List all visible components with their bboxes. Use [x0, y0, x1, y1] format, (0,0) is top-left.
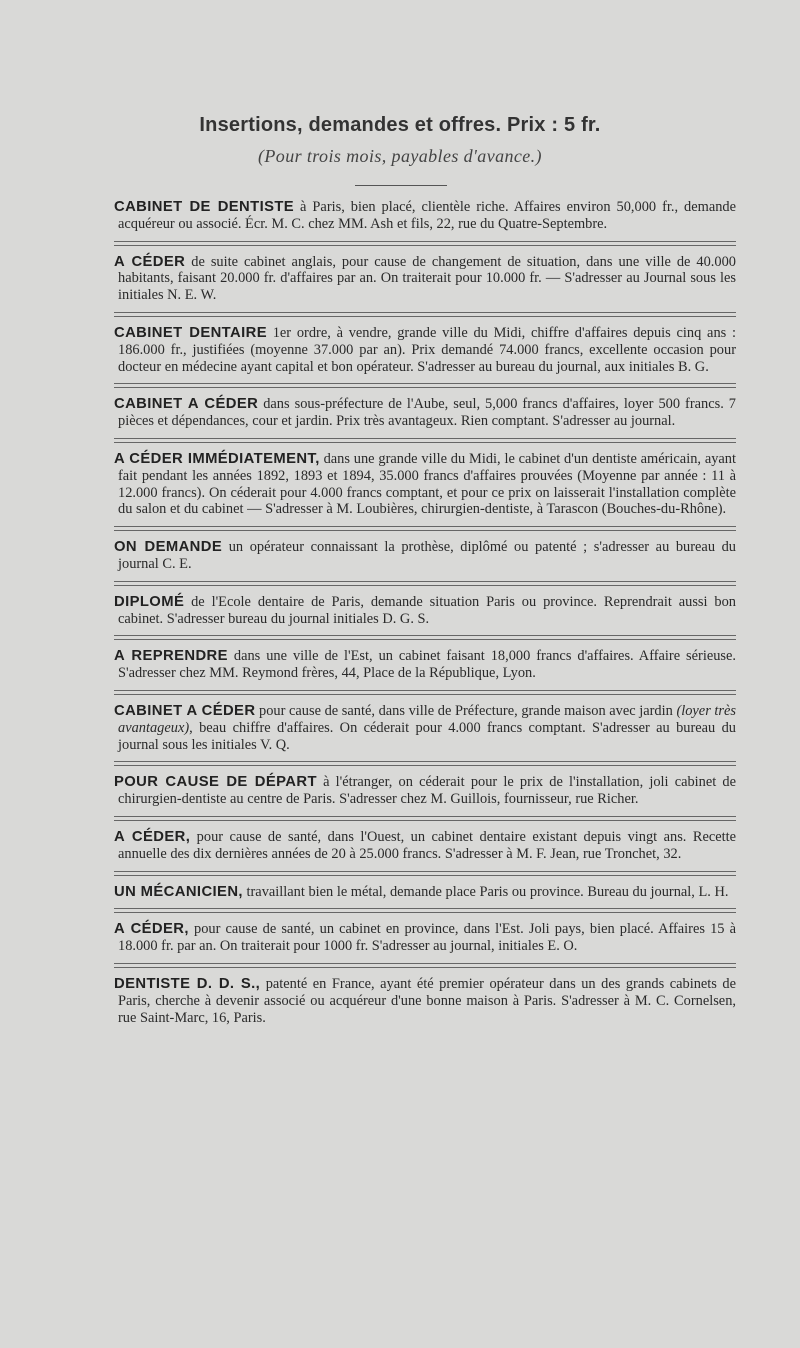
ad-body: pour cause de santé, dans ville de Préfecture, grande maison avec jardin [255, 702, 677, 719]
ad-body: dans sous-préfecture de l'Aube, seul, 5,000 francs d'affaires, loyer 500 francs. 7 pièces et dépendances, cour et jardin. Prix très avantageux. Rien comptant. S'adresser au journal. [118, 396, 736, 430]
ad-heading: A REPRENDRE [114, 648, 228, 665]
ad-heading: DENTISTE D. D. S., [114, 975, 261, 992]
ad-heading: A CÉDER [114, 253, 186, 270]
ad-item [114, 774, 736, 808]
page-subtitle: (Pour trois mois, payables d'avance.) [258, 146, 542, 166]
ad-divider [114, 690, 736, 695]
ad-body: un opérateur connaissant la prothèse, diplômé ou patenté ; s'adresser au bureau du journal C. E. [118, 539, 736, 572]
ad-heading: ON DEMANDE [114, 539, 223, 556]
ad-heading: A CÉDER, [114, 828, 191, 845]
ad-heading: DIPLOMÉ [114, 593, 185, 610]
ad-body: de l'Ecole dentaire de Paris, demande situation Paris ou province. Reprendrait aussi bon cabinet. S'adresser bureau du journal initiales D. G. S. [118, 593, 736, 627]
ad-body: patenté en France, ayant été premier opérateur dans un des grands cabinets de Paris, cherche à devenir associé ou acquéreur d'une bonne maison à Paris. S'adresser à M. C. Cornelsen, rue Saint-Marc, 16, Paris. [118, 975, 736, 1026]
ad-body: pour cause de santé, un cabinet en province, dans l'Est. Joli pays, bien placé. Affaires 15 à 18.000 fr. par an. On traiterait pour 1000 fr. S'adresser au journal, initiales E. O. [118, 921, 736, 955]
ad-item [114, 648, 736, 682]
ad-item [114, 539, 736, 573]
ad-body: de suite cabinet anglais, pour cause de changement de situation, dans une ville de 40.000 habitants, faisant 20.000 fr. d'affaires par an. On traiterait pour 10.000 fr. — S'adresser au Journal sous les initiales N. E. W. [118, 253, 736, 304]
ad-body: dans une grande ville du Midi, le cabinet d'un dentiste américain, ayant fait pendant les années 1892, 1893 et 1894, 35.000 francs d'affaires prouvées (Moyenne par année : 11 à 12.000 francs). On céderait pour 4.000 francs comptant, et pour ce prix on laisserait l'installation complète du salon et du cabinet — S'adresser à M. Loubières, chirurgien-dentiste, à Tarascon (Bouches-du-Rhône). [118, 450, 736, 518]
ad-divider [114, 581, 736, 586]
ad-heading: CABINET DE DENTISTE [114, 199, 295, 215]
ad-item [114, 594, 736, 628]
ad-body: 1er ordre, à vendre, grande ville du Midi, chiffre d'affaires depuis cinq ans : 186.000 fr., justifiées (moyenne 37.000 par an). Prix demandé 74.000 francs, excellente occasion pour docteur en médecine ayant capital et bon opérateur. S'adresser au bureau du journal, aux initiales B. G. [118, 324, 736, 375]
ad-item [114, 451, 736, 518]
ad-divider [114, 963, 736, 968]
ad-divider [114, 383, 736, 388]
header [0, 114, 800, 167]
ad-divider [114, 761, 736, 766]
ad-body: dans une ville de l'Est, un cabinet faisant 18,000 francs d'affaires. Affaire sérieuse. S'adresser chez MM. Reymond frères, 44, Place de la République, Lyon. [118, 648, 736, 682]
ad-item [114, 254, 736, 304]
ad-item [114, 976, 736, 1026]
ad-divider [114, 438, 736, 443]
ad-item [114, 921, 736, 955]
ad-item [114, 396, 736, 430]
ad-divider [114, 816, 736, 821]
ad-item [114, 884, 736, 901]
ad-body: à l'étranger, on céderait pour le prix de l'installation, joli cabinet de chirurgien-dentiste au centre de Paris. S'adresser chez M. Guillois, fournisseur, rue Richer. [118, 774, 737, 808]
ad-divider [114, 635, 736, 640]
ad-divider [114, 871, 736, 876]
ad-heading: A CÉDER IMMÉDIATEMENT, [114, 450, 320, 467]
ad-divider [114, 908, 736, 913]
ad-heading: CABINET A CÉDER [114, 396, 259, 413]
ad-item [114, 829, 736, 863]
ad-heading: A CÉDER, [114, 921, 189, 938]
ad-heading: CABINET A CÉDER [114, 702, 256, 719]
ad-heading: POUR CAUSE DE DÉPART [114, 774, 317, 791]
ad-divider [114, 241, 736, 246]
ad-emphasis: (loyer très avantageux) [118, 702, 737, 736]
ad-item [114, 703, 736, 753]
ad-item [114, 325, 736, 375]
ad-body: pour cause de santé, dans l'Ouest, un cabinet dentaire existant depuis vingt ans. Recette annuelle des dix dernières années de 20 à 25.000 francs. S'adresser à M. F. Jean, rue Tronchet, 32. [118, 828, 736, 862]
ad-body-continued: , beau chiffre d'affaires. On céderait pour 4.000 francs comptant. S'adresser au bureau du journal sous les initiales V. Q. [118, 719, 736, 753]
classified-ads [114, 199, 736, 1026]
page-title: Insertions, demandes et offres. Prix : 5 fr. [199, 114, 601, 136]
ad-divider [114, 312, 736, 317]
ad-divider [114, 526, 736, 531]
ad-heading: CABINET DENTAIRE [114, 324, 267, 341]
ad-body: travaillant bien le métal, demande place Paris ou province. Bureau du journal, L. H. [242, 883, 729, 900]
ad-heading: UN MÉCANICIEN, [114, 883, 243, 900]
ad-item [114, 199, 736, 233]
title-divider [355, 185, 447, 186]
ad-body: à Paris, bien placé, clientèle riche. Affaires environ 50,000 fr., demande acquéreur ou associé. Écr. M. C. chez MM. Ash et fils, 22, rue du Quatre-Septembre. [118, 199, 736, 232]
